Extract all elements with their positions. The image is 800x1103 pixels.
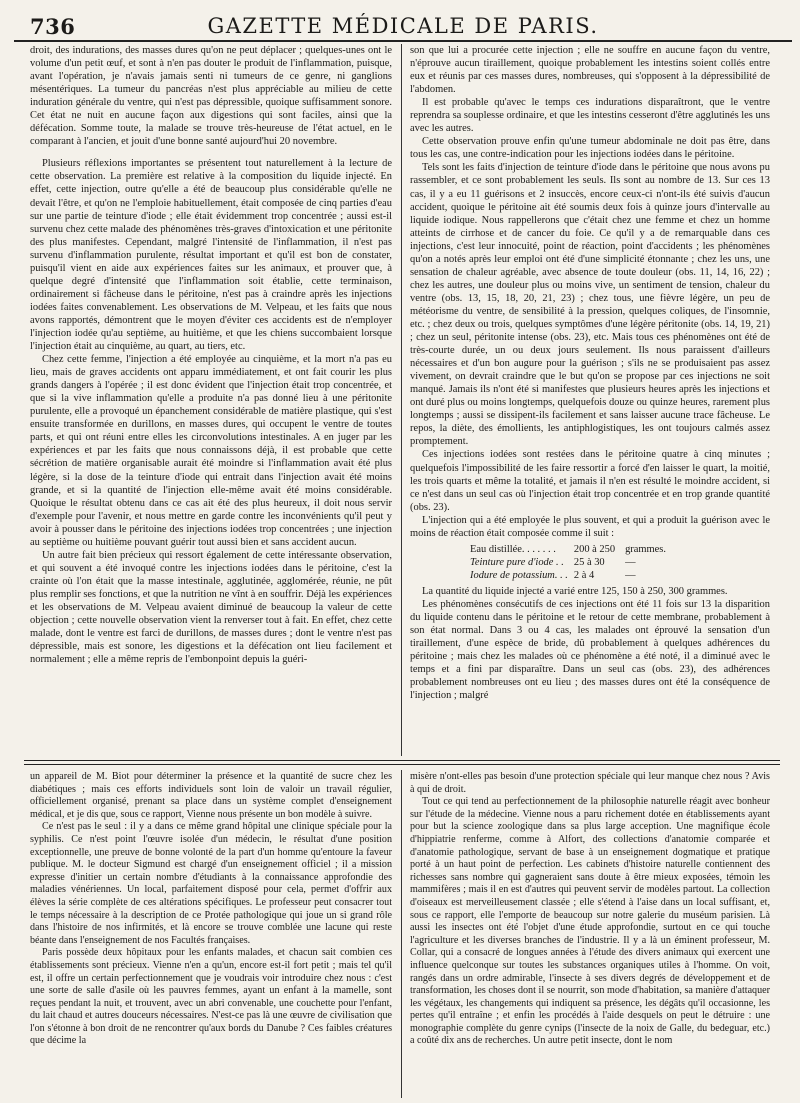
formula-quantity: 2 à 4 [573,569,595,581]
formula-ingredient: Iodure de potassium. . . [470,569,568,581]
formula-row [470,556,672,569]
column-divider-bottom [401,770,402,1098]
paragraph: Les phénomènes consécutifs de ces injections ont été 11 fois sur 13 la disparition du liquide contenu dans le péritoine et le retour de cette membrane, probablement à son état normal. Dans 3 ou 4 cas, les malades ont éprouvé la sensation d'un tiraillement, d'une espèce de bride, dû probablement à quelques adhérences du péritoine ; mais chez les malades où ce phénomène a été noté, il a diminué avec le temps et a fini par disparaître. Dans un seul cas (obs. 23), des adhérences probablement nombreuses ont eu lieu ; des masses dures ont été la conséquence de l'injection ; malgré [410,598,770,702]
formula-quantity: 200 à 250 [573,543,616,555]
paragraph: Tout ce qui tend au perfectionnement de la philosophie naturelle réagit avec bonheur sur l'étude de la médecine. Vienne nous a paru richement dotée en établissements ayant pour but la science zoologique dans sa plus large acception. Une magnifique école d'hippiatrie renferme, comme à Alfort, des collections d'anatomie comparée et d'anatomie pathologique, servant de base à un enseignement dogmatique et pratique porté à un haut point de perfection. Les cabinets d'histoire naturelle contiennent des richesses sans nombre qui gagneraient sans doute à être mieux exposées, témoin les mammifères ; mais il en est d'autres qui peuvent servir de modèles partout. La collection d'oiseaux est merveilleusement classée ; elle s'étend à l'aise dans un local suffisant, et, sous ce rapport, elle l'emporte de beaucoup sur notre galerie du muséum parisien. Là aussi les insectes ont été l'objet d'une étude approfondie, surtout en ce qui touche l'agriculture et les diverses branches de l'industrie. Il y a là un éminent professeur, M. Collar, qui a consacré de longues années à l'étude des divers animaux qui exercent une influence quelconque sur toutes les substances organiques utiles à l'homme. On voit, rangés dans un ordre admirable, l'insecte à ses divers degrés de développement et de transformation, les choses dont il se nourrit, son mode d'habitation, sa manière d'attaquer les végétaux, les changements qui indiquent sa présence, les dégâts qu'il occasionne, les pertes qu'il entraîne ; et enfin les procédés à l'aide desquels on peut le détruire : une monographie complète du genre cynips (l'insecte de la noix de Galle, du bedeguar, etc.) a coûté dix ans de recherches. Un autre petit insecte, dont le nom [410,796,770,1047]
page-number: 736 [30,14,76,39]
paragraph: Plusieurs réflexions importantes se présentent tout naturellement à la lecture de cette observation. La première est relative à la composition du liquide injecté. En effet, cette injection, outre qu'elle a été de beaucoup plus considérable qu'elle ne devait l'être, et qu'on ne l'emploie habituellement, était composée de cinq parties d'eau sur une partie de teinture d'iode ; elle était évidemment trop concentrée ; aussi est-il survenu chez cette malade des phénomènes très-graves d'intoxication et une péritonite des plus manifestes. Cependant, malgré l'intensité de l'inflammation, il n'est pas survenu d'inflammation purulente, résultat important et qu'il est bon de constater, puisqu'il vient en aide aux expériences faites sur les animaux, et prouver que, à quelque degré d'intensité que l'inflammation soit établie, cette terminaison, ordinairement si fâcheuse dans le péritoine, n'est pas à craindre après les injections iodées faites convenablement. Les observations de M. Velpeau, et les faits que nous avons rapportés, démontrent que le moyen d'éviter ces accidents est de n'employer l'injection iodée qu'au septième, au huitième, et que les chiens succombaient lorsque l'injection était au cinquième, au quart, au tiers, etc. [30,158,392,353]
page-header [14,10,792,42]
formula-quantity: 25 à 30 [573,556,605,568]
formula-unit: grammes. [625,543,666,555]
paragraph: Chez cette femme, l'injection a été employée au cinquième, et la mort n'a pas eu lieu, mais de graves accidents ont apparu immédiatement, et ont fait courir les plus grands dangers à l'opérée ; il est donc évident que l'injection était trop concentrée, et que si la vive inflammation qu'elle a produite n'a pas donné lieu à une péritonite purulente, elle a provoqué un épanchement considérable de matière plastique, qui s'est ensuite transformée en durillons, en masses dures, qui occupent le ventre de toutes parts, et qui ont réuni entre elles les circonvolutions intestinales. A en juger par les expériences et par les faits que nous connaissons déjà, il est probable que cette sécrétion de matière organisable aurait été moindre si l'inflammation avait été plus légère, si la dose de la teinture d'iode qui entrait dans l'injection avait été moins grande, et si la quantité de l'injection elle-même avait été moins considérable. Quoique le résultat obtenu dans ce cas ait été des plus heureux, il doit nous servir d'exemple pour l'avenir, et nous mettre en garde contre les inconvénients qu'il peut y avoir à pousser dans le péritoine des injections iodées trop concentrées ; une injection au septième ou huitième pouvant guérir tout aussi bien et sans accident aucun. [30,354,392,548]
formula-ingredient: Eau distillée. . . . . . . [470,543,556,555]
formula-row [470,569,672,582]
paragraph: son que lui a procurée cette injection ; elle ne souffre en aucune façon du ventre, n'éprouve aucun tiraillement, quoique probablement les intestins soient collés entre eux et réunis par ces masses dures, nombreuses, qui s'opposent à la dépressibilité de l'abdomen. [410,45,770,96]
formula-unit: — [625,569,636,581]
paragraph: L'injection qui a été employée le plus souvent, et qui a produit la guérison avec le moins de réaction était composée comme il suit : [410,514,770,539]
column-top-left [30,44,392,759]
formula-row [470,543,672,556]
paragraph: droit, des indurations, des masses dures qu'on ne peut déplacer ; quelques-unes ont le volume d'un petit œuf, et sont à n'en pas douter le produit de l'inflammation, puisque, avant l'opération, je n'avais jamais senti ni tumeurs de ce genre, ni ganglions mésentériques. La tumeur du pancréas n'est plus appréciable au milieu de cette induration générale du ventre, qui n'est pas dépressible, quoique suffisamment sonore. Cet état ne nuit en aucune façon aux digestions qui sont faciles, ainsi que la défécation. Somme toute, la malade se trouve très-heureuse de l'état actuel, en le comparant à l'ancien, et jouit d'une bonne santé aujourd'hui 20 novembre. [30,45,392,148]
formula-table [470,543,672,582]
paragraph: La quantité du liquide injecté a varié entre 125, 150 à 250, 300 grammes. [422,585,728,597]
column-top-right [410,44,770,759]
section-divider [24,760,780,761]
paragraph: Paris possède deux hôpitaux pour les enfants malades, et chacun sait combien ces établissements sont précieux. Vienne n'en a qu'un, encore est-il fort petit ; mais tel qu'il est, il offre un certain perfectionnement que je voudrais voir introduire chez nous : c'est une sorte de salle d'asile où les pauvres femmes, ayant un enfant à la mamelle, sont reçues pendant la nuit, et trouvent, avec un abri convenable, une couchette pour l'enfant, du lait chaud et autres douceurs nécessaires. N'est-ce pas là une œuvre de civilisation que l'on s'étonne à bon droit de ne rencontrer qu'aux bords du Danube ? Ces faibles créatures que décime la [30,947,392,1047]
column-divider-top [401,44,402,756]
column-bottom-right [410,771,770,1097]
column-bottom-left [30,771,392,1097]
paragraph: Ces injections iodées sont restées dans le péritoine quatre à cinq minutes ; quelquefois l'impossibilité de les faire ressortir a forcé d'en laisser le quart, la moitié, les trois quarts et même la totalité, et jamais il n'en est résulté le moindre accident, si ce n'est dans un seul cas où l'injection était trop concentrée et en trop grande quantité (obs. 23). [410,449,770,513]
section-divider [24,764,780,765]
paragraph: Ce n'est pas le seul : il y a dans ce même grand hôpital une clinique spéciale pour la syphilis. Ce n'est point l'œuvre isolée d'un médecin, le résultat d'une position exceptionnelle, une preuve de bonne volonté de la part d'un homme qu'entoure la faveur publique. M. le docteur Sigmund est chargé d'un enseignement officiel ; il a mission expresse d'initier un certain nombre d'étudiants à la connaissance approfondie des maladies vénériennes. Un local, parfaitement disposé pour cela, permet d'offrir aux élèves la série complète de ces altérations spécifiques. Le professeur peut consacrer tout le temps nécessaire à la description de ce Protée pathologique qui joue un si grand rôle dans l'histoire de nos infirmités, et là encore se trouve comblée une lacune qui reste béante dans l'enseignement de nos Facultés françaises. [30,821,392,946]
paragraph: Cette observation prouve enfin qu'une tumeur abdominale ne doit pas être, dans tous les cas, une contre-indication pour les injections iodées dans le péritoine. [410,136,770,161]
paragraph: Tels sont les faits d'injection de teinture d'iode dans le péritoine que nous avons pu rassembler, et ce sont probablement les seuls. Ils sont au nombre de 13. Sur ces 13 cas, il y a eu 11 guérisons et 2 insuccès, encore ceux-ci n'ont-ils été suivis d'aucun accident, quoique le péritoine ait été soumis deux fois à quinze jours d'intervalle au liquide iodique. Nous rappellerons que c'était chez une femme et chez un homme atteints de cirrhose et de cancer du foie. Ce qu'il y a de remarquable dans ces injections, c'est leur innocuité, point de réaction, point d'accidents ; les phénomènes qu'on a notés après leur emploi ont été d'une simplicité étonnante ; chez les uns, une sensation de chaleur agréable, avec absence de toute douleur (obs. 11, 14, 16, 22) ; chez les autres, une douleur plus ou moins vive, un sentiment de tension, chaleur du ventre (obs. 13, 15, 18, 20, 21, 23) ; chez tous, une fièvre légère, un peu de météorisme du ventre, de sensibilité à la pression, quelques coliques, de l'insomnie, etc. ; chez deux ou trois, quelques symptômes d'une légère péritonite (obs. 14, 19, 21) ; chez un seul, péritonite intense (obs. 23), etc. Mais tous ces phénomènes ont été de très-courte durée, un ou deux jours seulement. Ils nous paraissent d'ailleurs nécessaires et d'un bon augure pour la guérison ; s'ils ne se produisaient pas assez vivement, on devrait craindre que le but qu'on se propose par ces injections ne soit manqué. Jamais ils n'ont été si manifestes que plusieurs heures après les injections et ont duré plus ou moins longtemps, quelquefois douze ou quinze heures, rarement plus longtemps ; aussi se dissipent-ils facilement et sans laisser aucune trace fâcheuse. Le repos, la diète, des émollients, les antiphlogistiques, les ont toujours calmés assez promptement. [410,162,770,448]
paragraph: Il est probable qu'avec le temps ces indurations disparaîtront, que le ventre reprendra sa souplesse ordinaire, et que les intestins cesseront d'être agglutinés les uns avec les autres. [410,97,770,135]
paragraph: Un autre fait bien précieux qui ressort également de cette intéressante observation, et qui souvent a été invoqué contre les injections iodées dans le péritoine, c'est la crainte où l'on était que la masse intestinale, agglutinée, agglomérée, réunie, ne pût plus remplir ses fonctions, et que la nutrition ne vînt à en souffrir. Déjà les expériences et les observations de M. Velpeau avaient diminué de beaucoup la valeur de cette objection ; cette nouvelle observation vient la renverser tout à fait. En effet, chez cette malade, dont le ventre est farci de durillons, de masses dures ; dont le ventre n'est pas dépressible, mais est sonore, les digestions et la défécation ont lieu facilement et normalement ; elle a même repris de l'embonpoint depuis la guéri- [30,549,392,666]
formula-ingredient: Teinture pure d'iode . . [470,556,564,568]
journal-title: GAZETTE MÉDICALE DE PARIS. [207,14,599,38]
formula-unit: — [625,556,636,568]
paragraph: misère n'ont-elles pas besoin d'une protection spéciale qui leur manque chez nous ? Avis à qui de droit. [410,771,770,795]
paragraph: un appareil de M. Biot pour déterminer la présence et la quantité de sucre chez les diabétiques ; mais ces efforts individuels sont loin de valoir un travail régulier, officiellement organisé, prenant sa place dans un système complet d'enseignement médical, et je dis que, sous ce rapport, Vienne nous présente un bon modèle à suivre. [30,771,392,820]
